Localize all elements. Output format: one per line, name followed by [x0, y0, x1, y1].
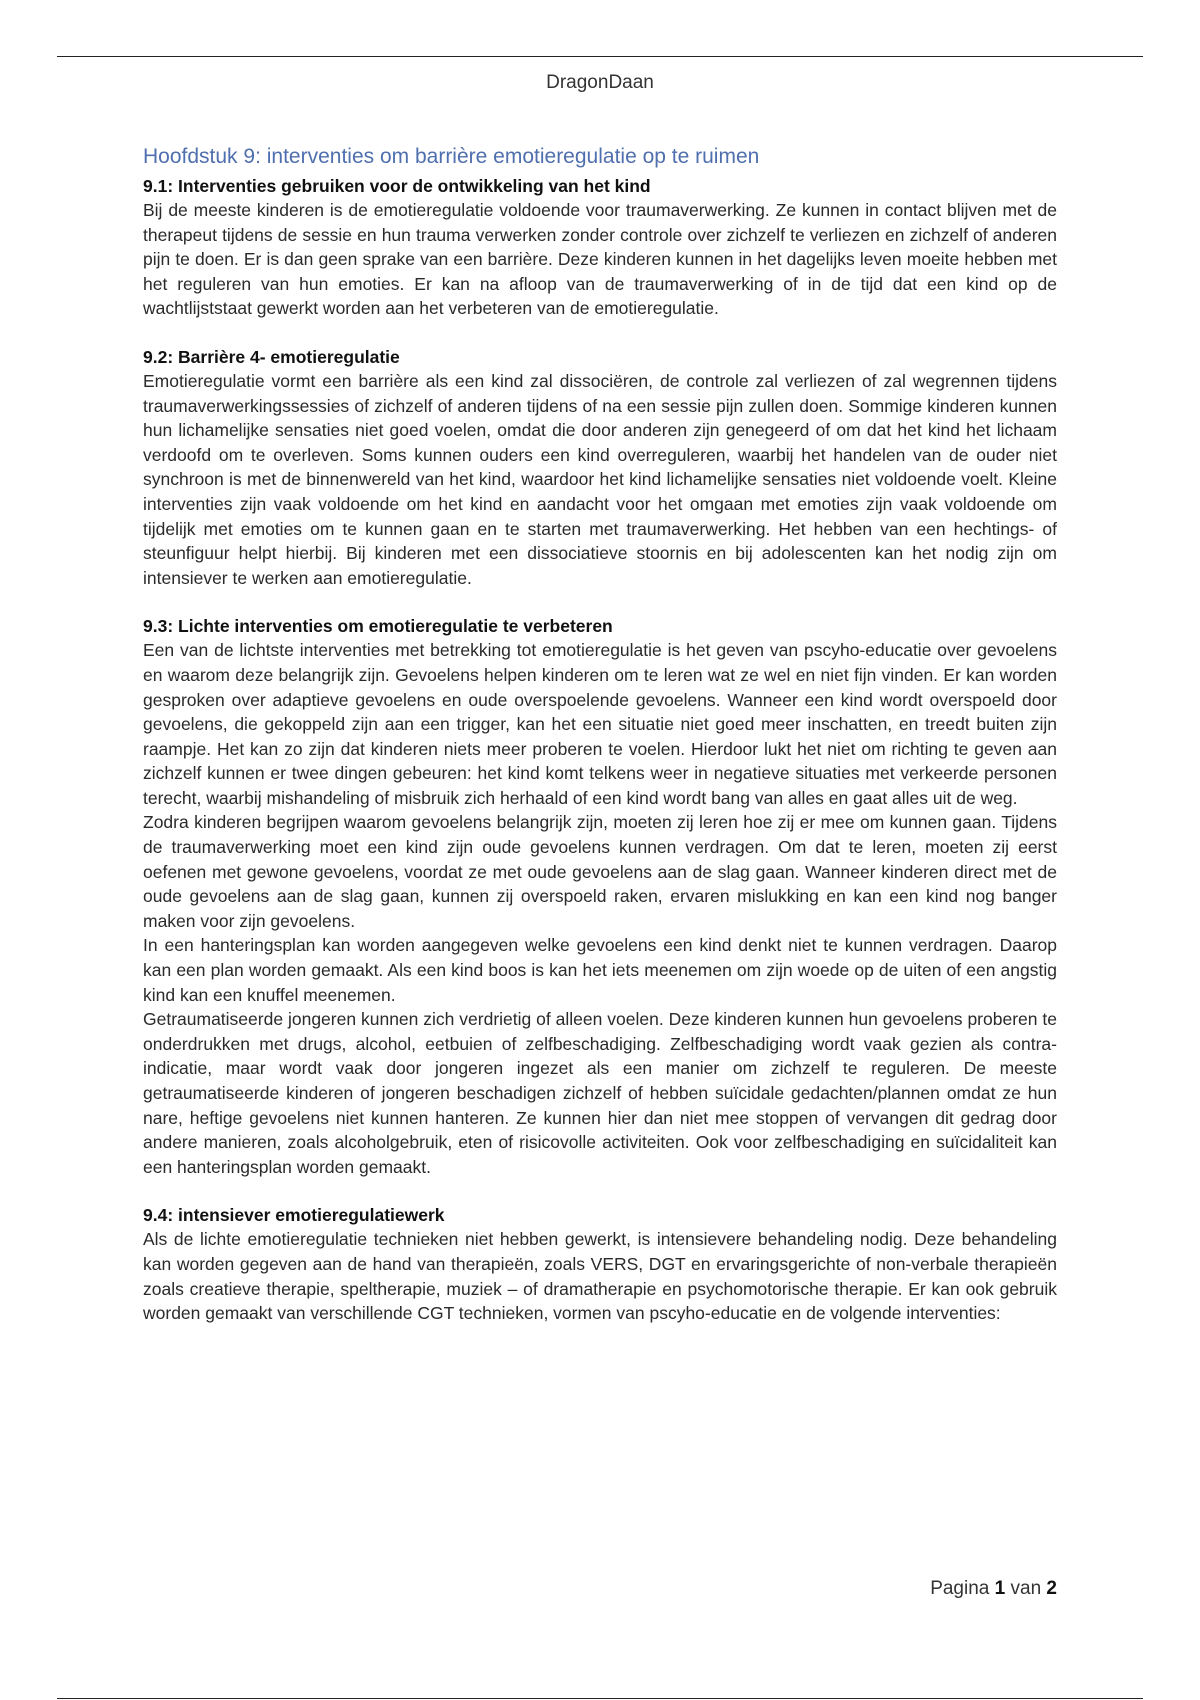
page-of: van	[1010, 1578, 1042, 1599]
paragraph: Als de lichte emotieregulatie technieken niet hebben gewerkt, is intensievere behandeling nodig. Deze behandeling kan worden gegeven aan de hand van therapieën, zoals VERS, DGT en ervaringsgerichte of non-verbale therapieën zoals creatieve therapie, speltherapie, muziek – of dramatherapie en psychomotorische therapie. Er kan ook gebruik worden gemaakt van verschillende CGT technieken, vormen van pscyho-educatie en de volgende interventies:	[143, 1229, 1057, 1324]
paragraph: Een van de lichtste interventies met betrekking tot emotieregulatie is het geven van pscyho-educatie over gevoelens en waarom deze belangrijk zijn. Gevoelens helpen kinderen om te leren wat ze wel en niet fijn vinden. Er kan worden gesproken over adaptieve gevoelens en oude overspoelende gevoelens. Wanneer een kind wordt overspoeld door gevoelens, die gekoppeld zijn aan een trigger, kan het een situatie niet goed meer inschatten, en treedt buiten zijn raampje. Het kan zo zijn dat kinderen niets meer proberen te voelen. Hierdoor lukt het niet om richting te geven aan zichzelf kunnen er twee dingen gebeuren: het kind komt telkens weer in negatieve situaties met verkeerde personen terecht, waarbij mishandeling of misbruik zich herhaald of een kind wordt bang van alles en gaat alles uit de weg.	[143, 640, 1057, 808]
section-heading: 9.2: Barrière 4- emotieregulatie	[143, 346, 400, 367]
section-heading: 9.4: intensiever emotieregulatiewerk	[143, 1205, 445, 1226]
page-label: Pagina	[930, 1578, 990, 1599]
section-9-2	[143, 345, 1057, 590]
paragraph: Emotieregulatie vormt een barrière als een kind zal dissociëren, de controle zal verliezen of zal wegrennen tijdens traumaverwerkingssessies of zichzelf of anderen tijdens of na een sessie pijn zullen doen. Sommige kinderen kunnen hun lichamelijke sensaties niet goed voelen, omdat die door anderen zijn genegeerd of om dat het kind het lichaam verdoofd om te overleven. Soms kunnen ouders een kind overreguleren, waarbij het handelen van de ouder niet synchroon is met de binnenwereld van het kind, waardoor het kind lichamelijke sensaties niet voldoende voelt. Kleine interventies zijn vaak voldoende om het kind en aandacht voor het omgaan met emoties zijn vaak voldoende om tijdelijk met emoties om te kunnen gaan en te starten met traumaverwerking. Het hebben van een hechtings- of steunfiguur helpt hierbij. Bij kinderen met een dissociatieve stoornis en bij adolescenten kan het nodig zijn om intensiever te werken aan emotieregulatie.	[143, 370, 1057, 588]
header-rule	[57, 56, 1143, 57]
paragraph: Zodra kinderen begrijpen waarom gevoelens belangrijk zijn, moeten zij leren hoe zij er mee om kunnen gaan. Tijdens de traumaverwerking moet een kind zijn oude gevoelens kunnen verdragen. Om dat te leren, moeten zij eerst oefenen met gewone gevoelens, voordat ze met oude gevoelens aan de slag gaan. Wanneer kinderen direct met de oude gevoelens aan de slag gaan, kunnen zij overspoeld raken, ervaren mislukking en kan een kind nog banger maken voor zijn gevoelens.	[143, 812, 1057, 931]
paragraph: Bij de meeste kinderen is de emotieregulatie voldoende voor traumaverwerking. Ze kunnen in contact blijven met de therapeut tijdens de sessie en hun trauma verwerken zonder controle over zichzelf te verliezen en zichzelf of anderen pijn te doen. Er is dan geen sprake van een barrière. Deze kinderen kunnen in het dagelijks leven moeite hebben met het reguleren van hun emoties. Er kan na afloop van de traumaverwerking of in de tijd dat een kind op de wachtlijststaat gewerkt worden aan het verbeteren van de emotieregulatie.	[143, 200, 1057, 319]
section-9-4	[143, 1203, 1057, 1325]
section-9-1	[143, 174, 1057, 321]
header-title: DragonDaan	[546, 72, 654, 93]
footer-rule	[57, 1698, 1143, 1699]
section-9-3	[143, 614, 1057, 1179]
chapter-title: Hoofdstuk 9: interventies om barrière emotieregulatie op te ruimen	[143, 145, 760, 168]
page-current: 1	[994, 1578, 1006, 1599]
page-number	[930, 1578, 1057, 1600]
paragraph: Getraumatiseerde jongeren kunnen zich verdrietig of alleen voelen. Deze kinderen kunnen hun gevoelens proberen te onderdrukken met drugs, alcohol, eetbuien of zelfbeschadiging. Zelfbeschadiging wordt vaak gezien als contra-indicatie, maar wordt vaak door jongeren ingezet als een manier om zichzelf te reguleren. De meeste getraumatiseerde kinderen of jongeren beschadigen zichzelf of hebben suïcidale gedachten/plannen omdat ze hun nare, heftige gevoelens niet kunnen hanteren. Ze kunnen hier dan niet mee stoppen of vervangen dit gedrag door andere manieren, zoals alcoholgebruik, eten of risicovolle activiteiten. Ook voor zelfbeschadiging en suïcidaliteit kan een hanteringsplan worden gemaakt.	[143, 1009, 1057, 1177]
section-heading: 9.3: Lichte interventies om emotieregulatie te verbeteren	[143, 616, 613, 637]
section-heading: 9.1: Interventies gebruiken voor de ontwikkeling van het kind	[143, 176, 651, 196]
page-content	[143, 143, 1057, 1326]
page-total: 2	[1046, 1578, 1057, 1599]
paragraph: In een hanteringsplan kan worden aangegeven welke gevoelens een kind denkt niet te kunnen verdragen. Daarop kan een plan worden gemaakt. Als een kind boos is kan het iets meenemen om zijn woede op de uiten of een angstig kind kan een knuffel meenemen.	[143, 935, 1057, 1005]
